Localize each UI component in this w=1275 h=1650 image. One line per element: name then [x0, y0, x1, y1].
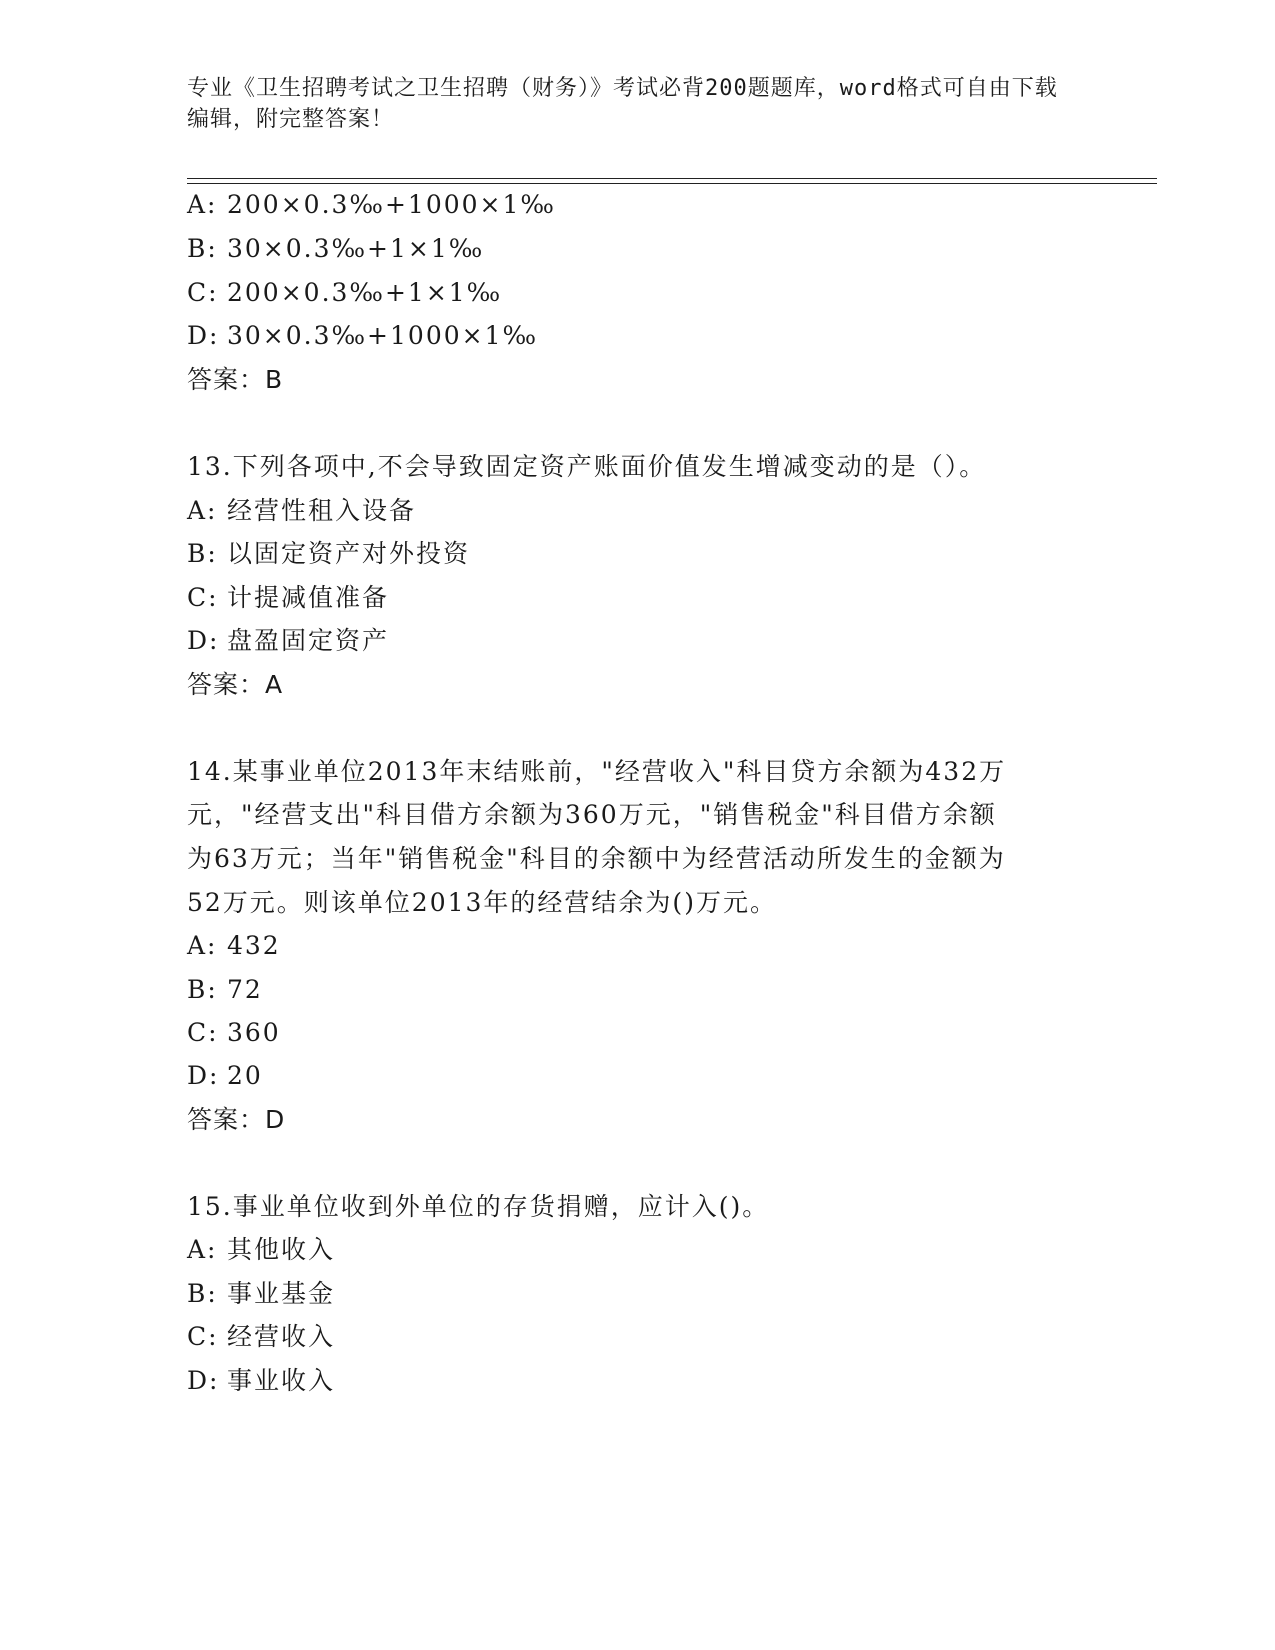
option-key: A: [187, 496, 218, 525]
q13-option-b [187, 537, 470, 571]
q14-answer: 答案：D [187, 1105, 286, 1134]
q12-option-d [187, 319, 538, 353]
q13-answer: 答案：A [187, 670, 284, 699]
option-text: 72 [227, 975, 263, 1004]
q13-option-c [187, 581, 389, 615]
q15-option-a [187, 1233, 335, 1267]
option-text: 200×0.3‰+1×1‰ [227, 278, 503, 307]
q14-stem-line: 14.某事业单位2013年末结账前，"经营收入"科目贷方余额为432万 [187, 757, 1007, 786]
option-key: C: [187, 1322, 219, 1351]
option-text: 360 [227, 1018, 281, 1047]
option-key: D: [187, 1366, 220, 1395]
option-key: D: [187, 321, 220, 350]
option-key: B: [187, 975, 218, 1004]
option-key: A: [187, 1235, 218, 1264]
option-key: A: [187, 931, 218, 960]
q15-option-c [187, 1320, 335, 1354]
option-text: 经营收入 [227, 1322, 336, 1351]
q14-option-c [187, 1016, 281, 1050]
option-text: 30×0.3‰+1×1‰ [227, 234, 485, 263]
option-key: B: [187, 234, 218, 263]
q12-option-b [187, 232, 484, 266]
option-text: 以固定资产对外投资 [227, 539, 471, 568]
option-text: 经营性租入设备 [227, 496, 417, 525]
q15-option-d [187, 1364, 335, 1398]
option-key: A: [187, 190, 218, 219]
option-text: 其他收入 [227, 1235, 336, 1264]
option-text: 事业基金 [227, 1279, 336, 1308]
q14-stem-line: 元，"经营支出"科目借方余额为360万元，"销售税金"科目借方余额 [187, 800, 997, 829]
option-key: C: [187, 583, 219, 612]
option-text: 200×0.3‰+1000×1‰ [227, 190, 556, 219]
option-key: B: [187, 1279, 218, 1308]
option-text: 432 [227, 931, 281, 960]
document-header: 专业《卫生招聘考试之卫生招聘（财务）》考试必背200题题库，word格式可自由下载编辑，附完整答案！ [187, 76, 1058, 132]
q14-option-d [187, 1059, 263, 1093]
option-text: 事业收入 [227, 1366, 336, 1395]
q14-option-a [187, 929, 281, 963]
option-key: C: [187, 278, 219, 307]
q15-stem: 15.事业单位收到外单位的存货捐赠，应计入()。 [187, 1192, 770, 1221]
option-text: 30×0.3‰+1000×1‰ [227, 321, 539, 350]
q15-option-b [187, 1277, 335, 1311]
option-key: D: [187, 1061, 220, 1090]
option-text: 盘盈固定资产 [227, 626, 390, 655]
option-text: 20 [227, 1061, 263, 1090]
q13-stem: 13.下列各项中,不会导致固定资产账面价值发生增减变动的是（）。 [187, 452, 987, 481]
q12-answer: 答案：B [187, 365, 284, 394]
option-key: C: [187, 1018, 219, 1047]
header-divider-second [187, 183, 1157, 184]
option-key: D: [187, 626, 220, 655]
q14-stem-line: 为63万元；当年"销售税金"科目的余额中为经营活动所发生的金额为 [187, 844, 1006, 873]
option-text: 计提减值准备 [227, 583, 390, 612]
q13-option-a [187, 494, 416, 528]
q12-option-a [187, 188, 556, 222]
q14-option-b [187, 973, 263, 1007]
option-key: B: [187, 539, 218, 568]
q14-stem-line: 52万元。则该单位2013年的经营结余为()万元。 [187, 888, 777, 917]
q12-option-c [187, 276, 502, 310]
q13-option-d [187, 624, 389, 658]
header-divider [187, 178, 1157, 179]
